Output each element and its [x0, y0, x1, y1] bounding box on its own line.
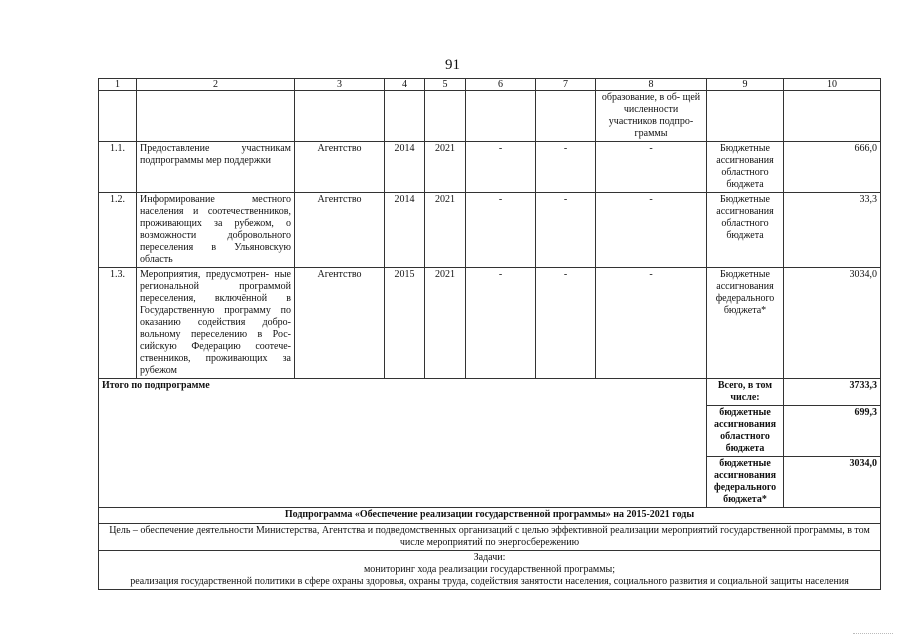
funding-amount: 33,3: [784, 193, 881, 268]
column-number: 7: [536, 79, 596, 91]
total-row: [99, 379, 881, 406]
task-item: мониторинг хода реализации государственной программы;: [363, 564, 616, 575]
funding-source: Бюджетные ассигнования федерального бюджета*: [707, 268, 784, 379]
total-amount: 3733,3: [784, 379, 881, 406]
indicator-value: -: [596, 193, 707, 268]
funding-source: Бюджетные ассигнования областного бюджета: [707, 193, 784, 268]
activity-name: Предоставление участникам подпрограммы мер поддержки: [137, 142, 295, 193]
indicator-value: -: [596, 268, 707, 379]
funding-source: Бюджетные ассигнования областного бюджета: [707, 142, 784, 193]
table-row: [99, 193, 881, 268]
total-amount: 3034,0: [784, 457, 881, 508]
column-number-row: [99, 79, 881, 91]
indicator-value: -: [536, 268, 596, 379]
subprogram-title: Подпрограмма «Обеспечение реализации государственной программы» на 2015-2021 годы: [99, 508, 881, 524]
tasks-heading: Задачи:: [473, 552, 506, 563]
goal-row: [99, 524, 881, 551]
table-row: [99, 268, 881, 379]
funding-amount: 3034,0: [784, 268, 881, 379]
row-number: 1.3.: [99, 268, 137, 379]
column-number: 6: [466, 79, 536, 91]
total-amount: 699,3: [784, 406, 881, 457]
column-number: 10: [784, 79, 881, 91]
row-number: 1.2.: [99, 193, 137, 268]
start-year: 2015: [385, 268, 425, 379]
scan-mark: [853, 625, 893, 634]
indicator-value: -: [466, 268, 536, 379]
indicator-text: образование, в об- щей численности участников подпро- граммы: [596, 91, 707, 142]
end-year: 2021: [425, 268, 466, 379]
total-source: Всего, в том числе:: [707, 379, 784, 406]
total-source: бюджетные ассигнования федерального бюджета*: [707, 457, 784, 508]
column-number: 5: [425, 79, 466, 91]
program-table: [98, 78, 881, 590]
executor: Агентство: [295, 142, 385, 193]
column-number: 3: [295, 79, 385, 91]
task-item: реализация государственной политики в сфере охраны здоровья, охраны труда, содействия занятости населения, социального развития и социальной защиты населения: [130, 576, 849, 587]
total-label: Итого по подпрограмме: [99, 379, 707, 508]
indicator-value: -: [536, 193, 596, 268]
indicator-value: -: [596, 142, 707, 193]
column-number: 9: [707, 79, 784, 91]
indicator-value: -: [466, 142, 536, 193]
column-number: 4: [385, 79, 425, 91]
activity-name: Информирование местного населения и соотечественников, проживающих за рубежом, о возможности добровольного переселения в Ульяновскую область: [137, 193, 295, 268]
carryover-row: [99, 91, 881, 142]
table-row: [99, 142, 881, 193]
page-number: 91: [445, 57, 460, 73]
column-number: 1: [99, 79, 137, 91]
subprogram-title-row: [99, 508, 881, 524]
subprogram-goal: Цель – обеспечение деятельности Министерства, Агентства и подведомственных организаций с целью эффективной реализации мероприятий государственной программы, в том числе мероприятий по энергосбережению: [99, 524, 881, 551]
executor: Агентство: [295, 268, 385, 379]
start-year: 2014: [385, 142, 425, 193]
row-number: 1.1.: [99, 142, 137, 193]
end-year: 2021: [425, 193, 466, 268]
executor: Агентство: [295, 193, 385, 268]
column-number: 8: [596, 79, 707, 91]
indicator-value: -: [536, 142, 596, 193]
total-source: бюджетные ассигнования областного бюджета: [707, 406, 784, 457]
subprogram-tasks: [99, 551, 881, 590]
start-year: 2014: [385, 193, 425, 268]
indicator-value: -: [466, 193, 536, 268]
activity-name: Мероприятия, предусмотрен- ные региональной программой переселения, включённой в Государственную программу по оказанию содействия добро- вольному переселению в Рос- сийскую Федерацию соотече- ственников, проживающих за рубежом: [137, 268, 295, 379]
funding-amount: 666,0: [784, 142, 881, 193]
column-number: 2: [137, 79, 295, 91]
tasks-row: [99, 551, 881, 590]
end-year: 2021: [425, 142, 466, 193]
